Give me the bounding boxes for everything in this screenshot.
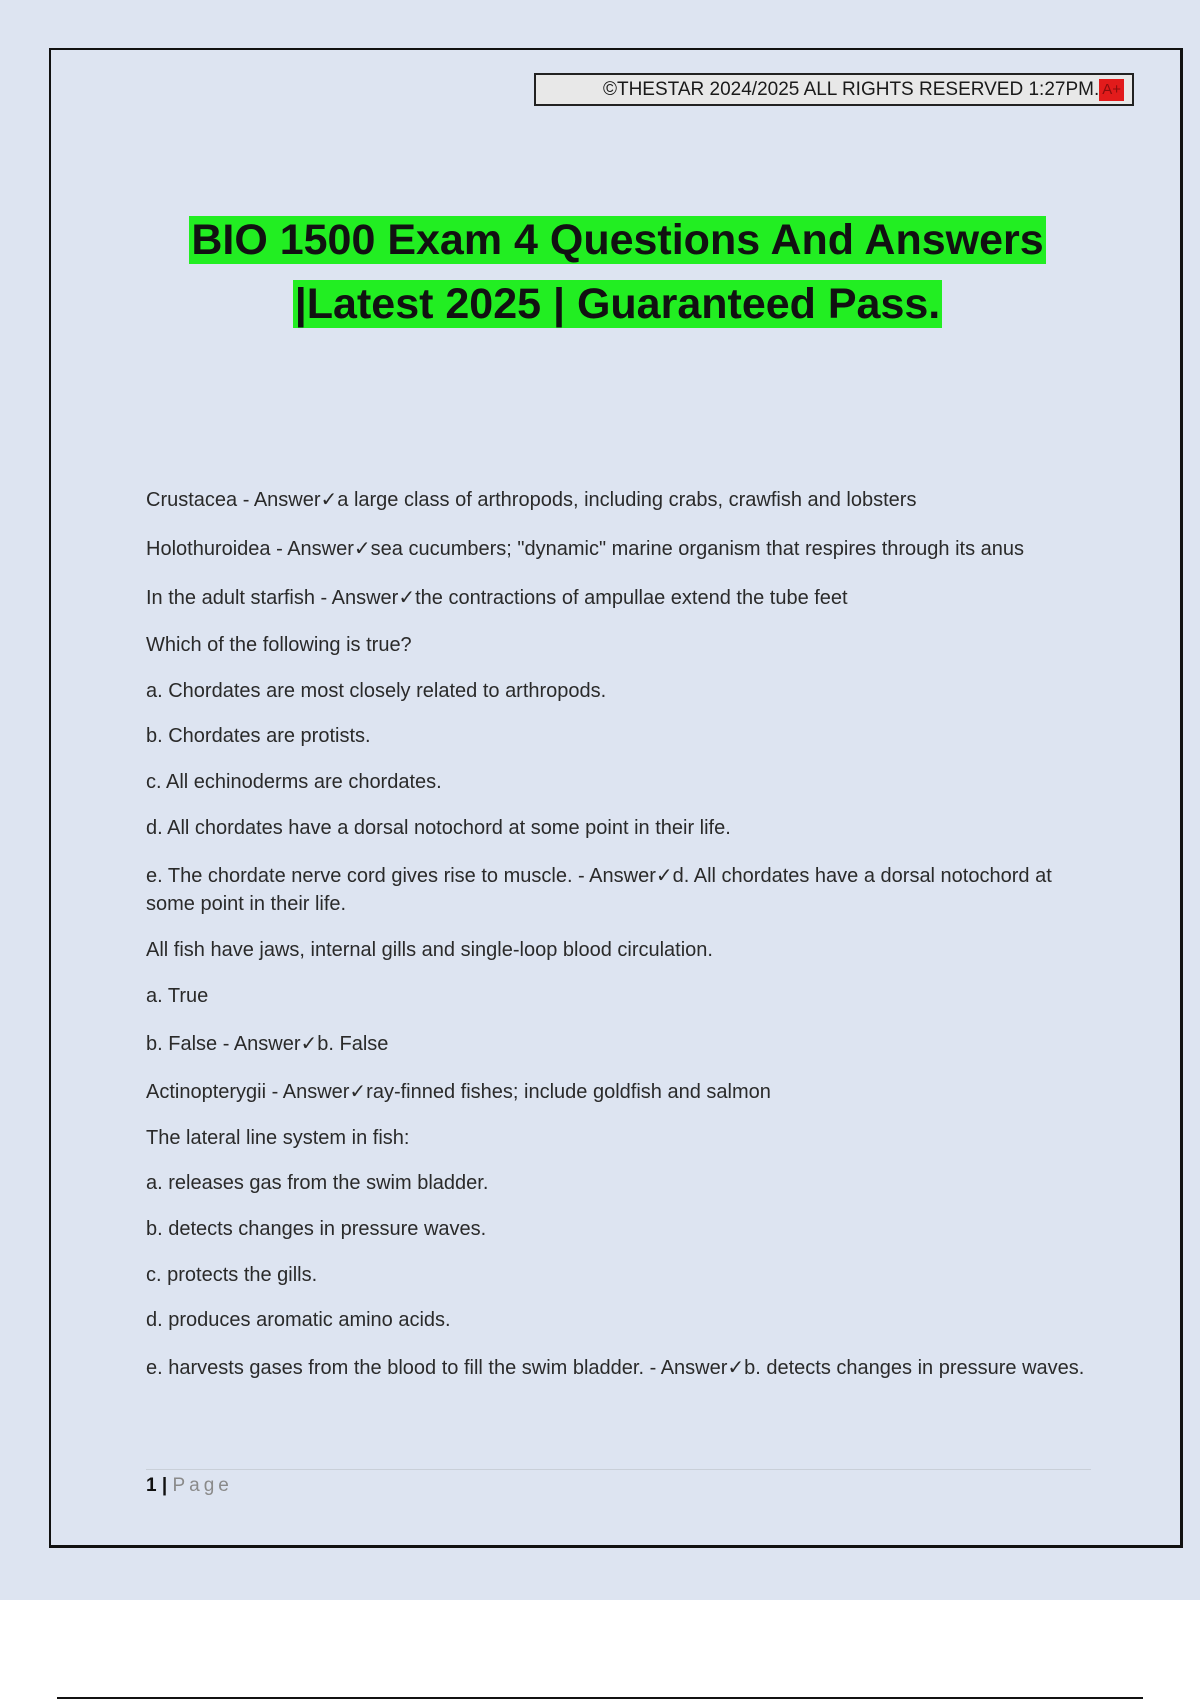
page-number-value: 1	[146, 1475, 157, 1496]
title-line-2: |Latest 2025 | Guaranteed Pass.	[294, 280, 941, 328]
footer-divider	[146, 1469, 1091, 1470]
list-item: Holothuroidea - Answer✓sea cucumbers; "dynamic" marine organism that respires through its anus	[146, 538, 1025, 560]
question-list	[146, 486, 1086, 1382]
list-item: b. False - Answer✓b. False	[146, 1033, 389, 1055]
copyright-banner	[534, 73, 1134, 106]
document-title	[0, 208, 1200, 336]
list-item: a. Chordates are most closely related to arthropods.	[146, 680, 607, 702]
list-item: c. All echinoderms are chordates.	[146, 771, 442, 793]
list-item: e. The chordate nerve cord gives rise to muscle. - Answer✓d. All chordates have a dorsal notochord at some point in their life.	[146, 865, 1052, 915]
copyright-text: ©THESTAR 2024/2025 ALL RIGHTS RESERVED 1:27PM.	[602, 79, 1100, 100]
list-item: Which of the following is true?	[146, 634, 412, 656]
list-item: b. detects changes in pressure waves.	[146, 1218, 487, 1240]
page-label: Page	[172, 1475, 233, 1496]
bottom-divider	[57, 1697, 1143, 1699]
list-item: d. produces aromatic amino acids.	[146, 1309, 451, 1331]
list-item: Crustacea - Answer✓a large class of arthropods, including crabs, crawfish and lobsters	[146, 489, 917, 511]
list-item: a. releases gas from the swim bladder.	[146, 1172, 489, 1194]
list-item: The lateral line system in fish:	[146, 1127, 410, 1149]
list-item: Actinopterygii - Answer✓ray-finned fishes; include goldfish and salmon	[146, 1081, 771, 1103]
list-item: a. True	[146, 985, 209, 1007]
list-item: In the adult starfish - Answer✓the contractions of ampullae extend the tube feet	[146, 587, 848, 609]
grade-badge: A+	[1099, 79, 1124, 101]
list-item: b. Chordates are protists.	[146, 725, 371, 747]
list-item: All fish have jaws, internal gills and single-loop blood circulation.	[146, 939, 713, 961]
list-item: d. All chordates have a dorsal notochord at some point in their life.	[146, 817, 731, 839]
page-number-separator: |	[161, 1475, 168, 1496]
title-line-1: BIO 1500 Exam 4 Questions And Answers	[191, 216, 1044, 264]
list-item: c. protects the gills.	[146, 1264, 318, 1286]
page-number	[146, 1473, 233, 1499]
list-item: e. harvests gases from the blood to fill the swim bladder. - Answer✓b. detects changes in pressure waves.	[146, 1357, 1085, 1379]
